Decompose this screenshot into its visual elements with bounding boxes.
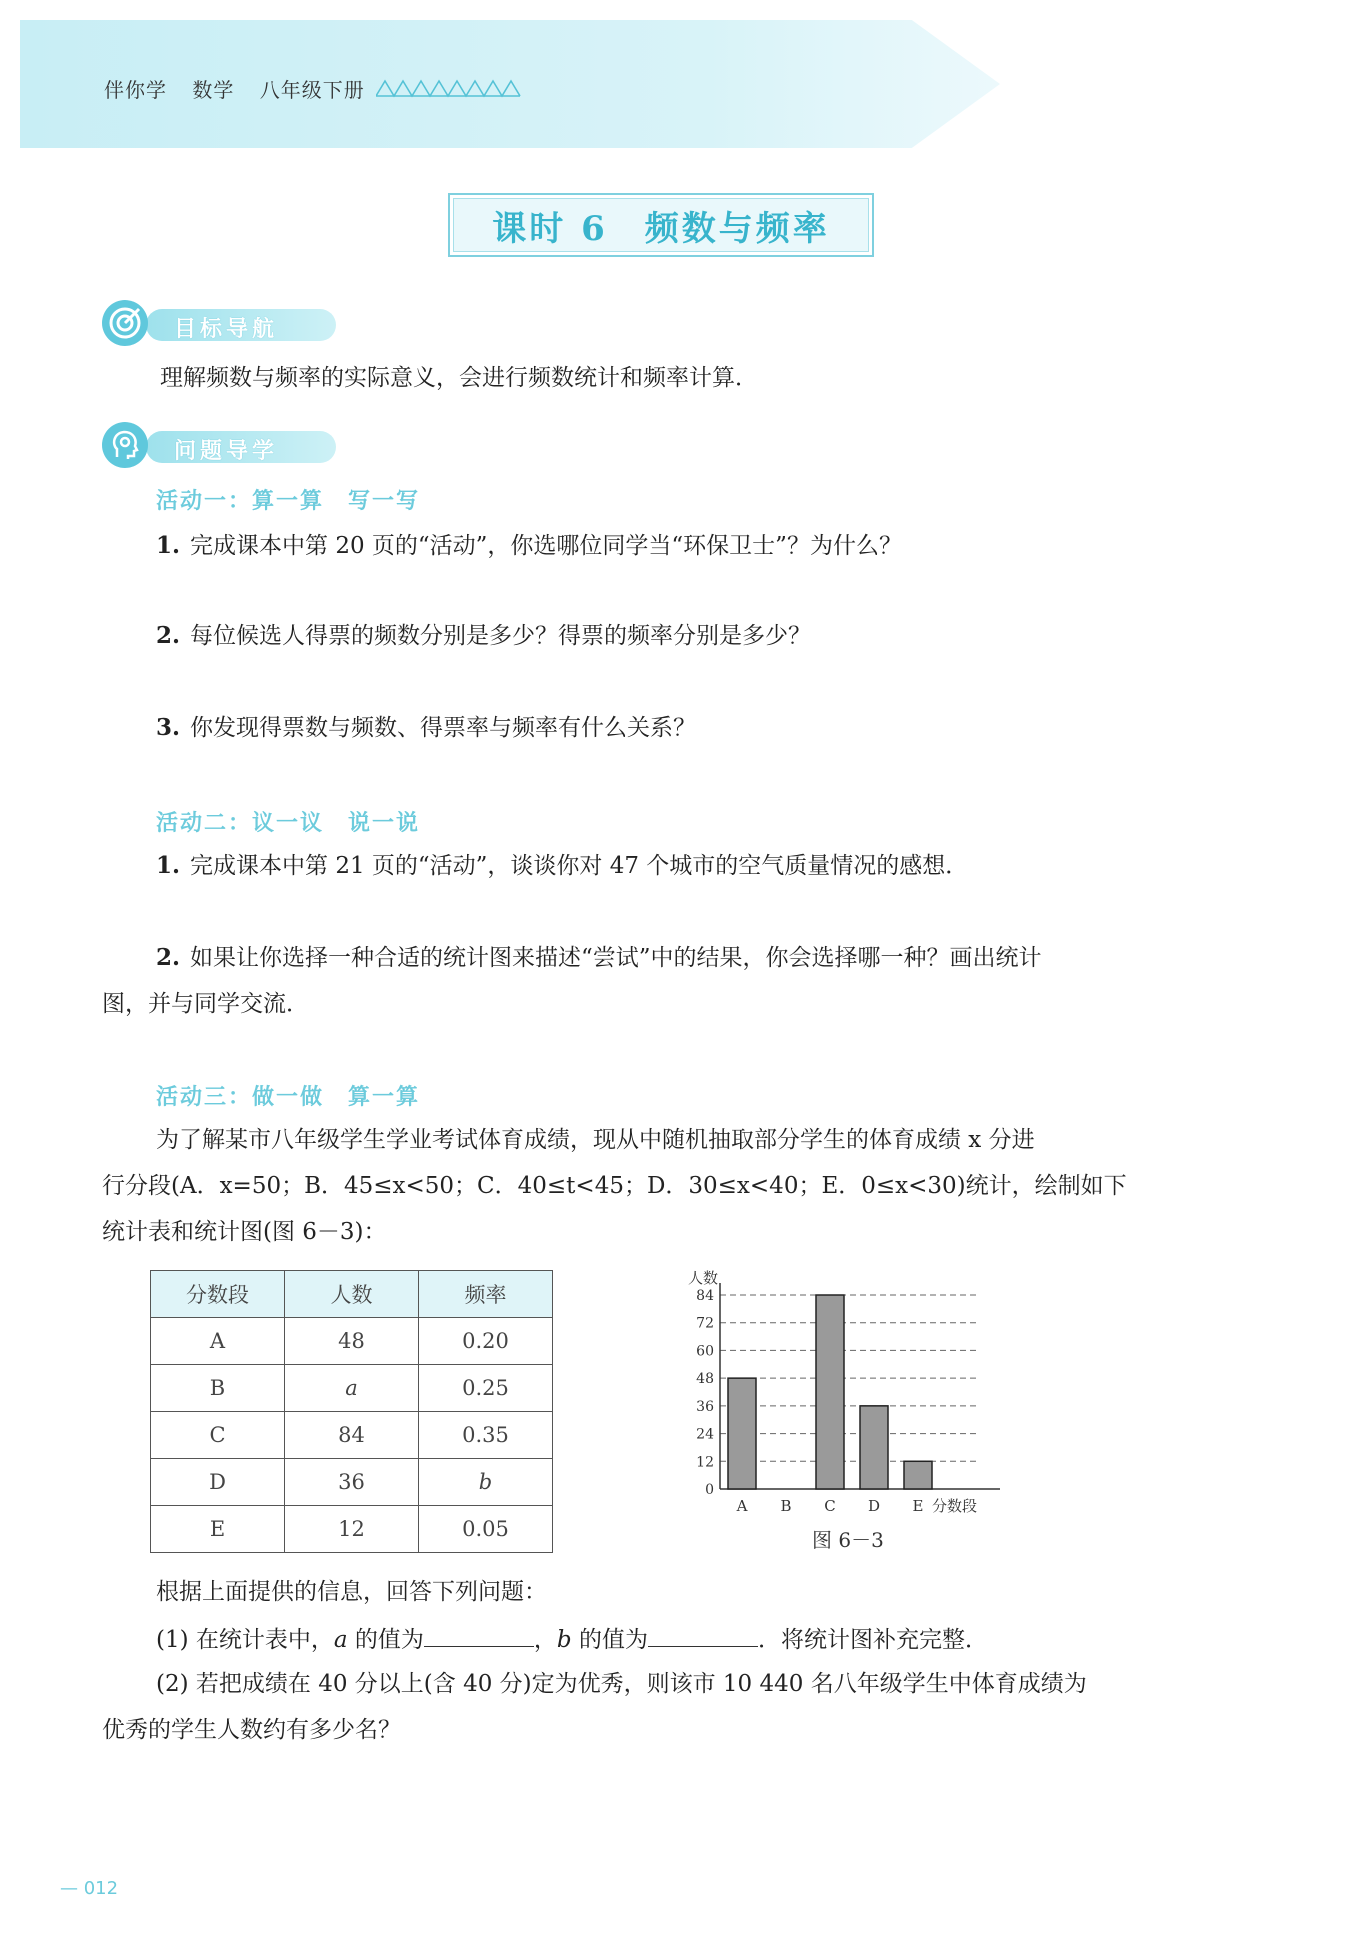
table-header-row: [151, 1271, 553, 1318]
lesson-title-box: [448, 193, 874, 257]
page-number: — 012: [60, 1878, 119, 1899]
table-header: 人数: [285, 1271, 419, 1318]
table-cell: 0.20: [419, 1318, 553, 1365]
activity3-heading: 活动三：做一做 算一算: [156, 1085, 421, 1110]
table-cell: 48: [285, 1318, 419, 1365]
table-cell: 84: [285, 1412, 419, 1459]
question-2-line2: 优秀的学生人数约有多少名？: [102, 1717, 401, 1743]
questions-lead: 根据上面提供的信息，回答下列问题：: [156, 1579, 547, 1605]
table-cell: a: [285, 1365, 419, 1412]
activity3-intro-line3: 统计表和统计图(图 6－3)：: [102, 1219, 387, 1245]
bar-C: [816, 1295, 844, 1489]
x-tick-label: B: [780, 1497, 792, 1515]
question-2-line1: (2) 若把成绩在 40 分以上(含 40 分)定为优秀，则该市 10 440 名八年级学生中体育成绩为: [156, 1671, 1087, 1697]
y-tick-label: 12: [696, 1454, 714, 1471]
triangle-decoration-icon: [376, 78, 521, 98]
table-cell: A: [151, 1318, 285, 1365]
activity1-q1: 1. 完成课本中第 20 页的“活动”，你选哪位同学当“环保卫士”？为什么？: [156, 532, 902, 559]
activity2-q1: 1. 完成课本中第 21 页的“活动”，谈谈你对 47 个城市的空气质量情况的感想．: [156, 852, 969, 879]
bar-E: [904, 1461, 932, 1489]
x-tick-label: E: [912, 1497, 924, 1515]
header-text: [104, 74, 383, 103]
guide-label: 问题导学: [174, 439, 279, 464]
y-tick-label: 60: [696, 1343, 714, 1360]
table-cell: 0.05: [419, 1506, 553, 1553]
bar-chart: [670, 1265, 1050, 1515]
y-tick-label: 72: [696, 1315, 714, 1332]
figure-caption: 图 6－3: [812, 1528, 884, 1552]
subject-name: 数学: [192, 78, 235, 102]
activity2-heading: 活动二：议一议 说一说: [156, 811, 421, 836]
guide-badge: [100, 422, 340, 470]
goal-label: 目标导航: [174, 317, 279, 342]
activity1-heading: 活动一：算一算 写一写: [156, 489, 421, 514]
table-cell: b: [419, 1459, 553, 1506]
table-header: 频率: [419, 1271, 553, 1318]
table-row: [151, 1365, 553, 1412]
activity1-q2: 2. 每位候选人得票的频数分别是多少？得票的频率分别是多少？: [156, 622, 812, 649]
activity2-q2-line2: 图，并与同学交流．: [102, 991, 309, 1017]
table-cell: E: [151, 1506, 285, 1553]
y-tick-label: 48: [696, 1371, 714, 1388]
grade-name: 八年级下册: [259, 78, 365, 102]
answer-blank-b[interactable]: [648, 1624, 758, 1647]
book-name: 伴你学: [104, 78, 167, 102]
y-tick-label: 36: [696, 1398, 714, 1415]
answer-blank-a[interactable]: [424, 1624, 534, 1647]
x-tick-label: D: [867, 1497, 881, 1515]
y-tick-label: 0: [705, 1482, 714, 1498]
bar-D: [860, 1406, 888, 1489]
table-row: [151, 1506, 553, 1553]
y-tick-label: 84: [696, 1288, 714, 1304]
page-number-dash-icon: —: [60, 1878, 84, 1899]
x-tick-label: A: [736, 1497, 748, 1515]
table-header: 分数段: [151, 1271, 285, 1318]
activity1-q3: 3. 你发现得票数与频数、得票率与频率有什么关系？: [156, 714, 697, 741]
table-cell: B: [151, 1365, 285, 1412]
activity3-intro-line1: 为了解某市八年级学生学业考试体育成绩，现从中随机抽取部分学生的体育成绩 x 分进: [156, 1127, 1035, 1153]
bar-A: [728, 1378, 756, 1489]
goal-text: 理解频数与频率的实际意义，会进行频数统计和频率计算．: [160, 365, 758, 391]
frequency-table: [150, 1270, 553, 1553]
head-gear-icon: [102, 422, 148, 468]
table-cell: 0.35: [419, 1412, 553, 1459]
table-cell: D: [151, 1459, 285, 1506]
table-cell: 0.25: [419, 1365, 553, 1412]
table-cell: C: [151, 1412, 285, 1459]
x-axis-label: 分数段: [932, 1497, 978, 1515]
y-axis-label: 人数: [688, 1269, 719, 1287]
activity3-intro-line2: 行分段(A．x=50；B．45≤x<50；C．40≤t<45；D．30≤x<40；E．0≤x<30)统计，绘制如下: [102, 1173, 1127, 1199]
table-row: [151, 1459, 553, 1506]
table-row: [151, 1412, 553, 1459]
table-cell: 36: [285, 1459, 419, 1506]
question-1: (1) 在统计表中，a 的值为 ，b 的值为 ．将统计图补充完整．: [156, 1624, 988, 1654]
goal-badge: [100, 300, 340, 348]
activity2-q2-line1: 2. 如果让你选择一种合适的统计图来描述“尝试”中的结果，你会选择哪一种？画出统计: [156, 944, 1042, 971]
table-row: [151, 1318, 553, 1365]
lesson-title: 课时 6 频数与频率: [453, 198, 869, 252]
y-tick-label: 24: [696, 1426, 714, 1443]
x-tick-label: C: [824, 1497, 836, 1515]
target-icon: [102, 300, 148, 346]
table-cell: 12: [285, 1506, 419, 1553]
